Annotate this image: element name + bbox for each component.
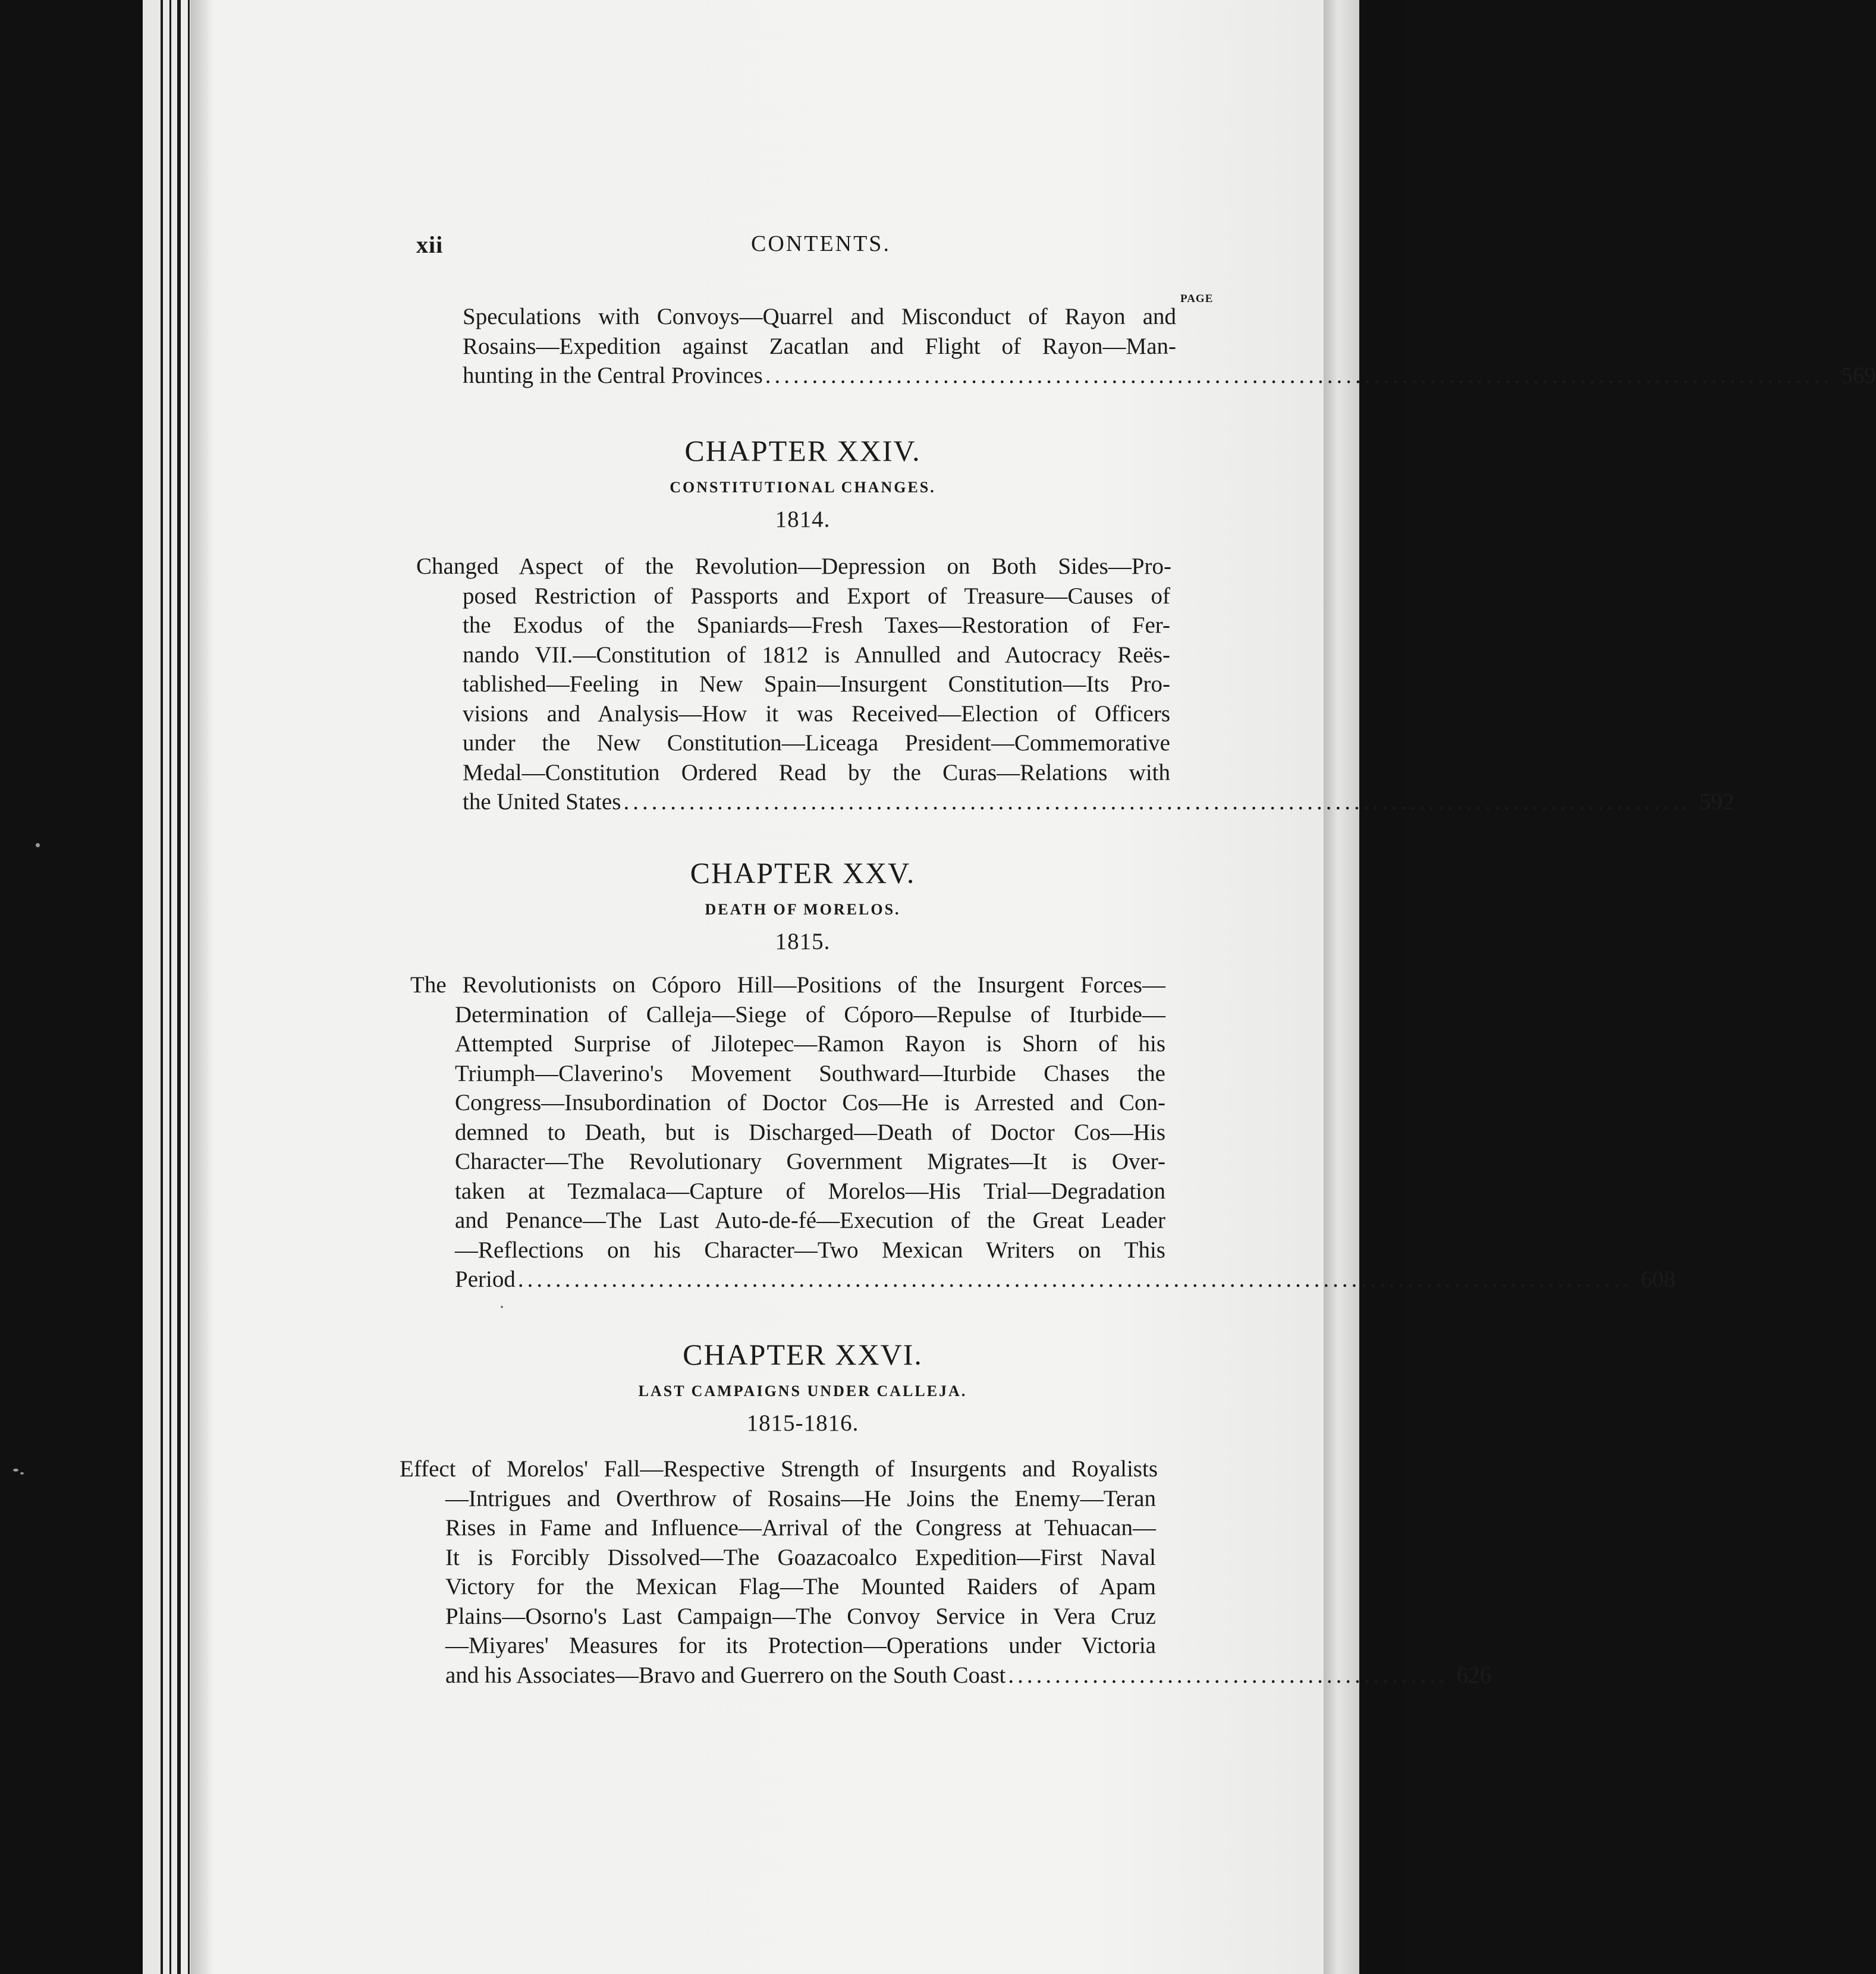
chapter-year: 1815-1816. [746, 1410, 859, 1436]
binding-line [169, 0, 171, 1974]
entry-line: Plains—Osorno's Last Campaign—The Convoy Service in Vera Cruz [445, 1603, 1156, 1629]
page-column-label: PAGE [1180, 293, 1214, 305]
binding-shadow [190, 0, 214, 1974]
chapter-number: CHAPTER XXIV. [684, 434, 921, 467]
page-number: 626 [1456, 1662, 1492, 1688]
chapter-subtitle: LAST CAMPAIGNS UNDER CALLEJA. [638, 1382, 967, 1400]
entry-line: tablished—Feeling in New Spain—Insurgent Constitution—Its Pro- [463, 671, 1170, 697]
entry-line: Speculations with Convoys—Quarrel and Misconduct of Rayon and [463, 304, 1176, 329]
entry-line: —Intrigues and Overthrow of Rosains—He Joins the Enemy—Teran [445, 1485, 1156, 1511]
entry-line: under the New Constitution—Liceaga President—Commemorative [463, 730, 1170, 756]
entry-line: Determination of Calleja—Siege of Cóporo—Repulse of Iturbide— [455, 1001, 1165, 1027]
entry-line: —Miyares' Measures for its Protection—Operations under Victoria [445, 1633, 1156, 1658]
entry-last-line [463, 787, 1734, 817]
binding-line [188, 0, 190, 1974]
page-number: 569 [1841, 363, 1876, 388]
entry-line-text: the United States [463, 789, 621, 815]
entry-line: and Penance—The Last Auto-de-fé—Execution of the Great Leader [455, 1208, 1165, 1233]
entry-line: Effect of Morelos' Fall—Respective Strength of Insurgents and Royalists [400, 1456, 1158, 1482]
scan-speck [36, 843, 40, 847]
entry-line: Triumph—Claverino's Movement Southward—Iturbide Chases the [455, 1060, 1165, 1086]
page-number: 608 [1641, 1266, 1676, 1292]
entry-line-text: Period [455, 1266, 516, 1292]
dot-leader: ....................................................................................................................... [517, 1266, 1633, 1292]
entry-last-line [455, 1265, 1676, 1294]
entry-line: Congress—Insubordination of Doctor Cos—He is Arrested and Con- [455, 1090, 1165, 1115]
contents-entry [400, 1454, 1492, 1690]
page-number: 592 [1699, 789, 1734, 815]
entry-line: It is Forcibly Dissolved—The Goazacoalco Expedition—First Naval [445, 1544, 1156, 1570]
entry-line: Attempted Surprise of Jilotepec—Ramon Rayon is Shorn of his [455, 1031, 1165, 1057]
chapter-heading [416, 1337, 1189, 1439]
entry-line: nando VII.—Constitution of 1812 is Annulled and Autocracy Reës- [463, 642, 1170, 668]
dot-leader: .................................................................................................................. [765, 363, 1833, 388]
chapter-subtitle: DEATH OF MORELOS. [705, 901, 901, 918]
binding-line [161, 0, 163, 1974]
entry-line: Rosains—Expedition against Zacatlan and Flight of Rayon—Man- [463, 333, 1176, 359]
contents-entry [410, 970, 1676, 1294]
entry-line: Medal—Constitution Ordered Read by the Curas—Relations with [463, 759, 1170, 785]
contents-entry [416, 552, 1734, 817]
dot-leader: ............................................... [1008, 1662, 1448, 1688]
entry-line: —Reflections on his Character—Two Mexican Writers on This [455, 1237, 1165, 1263]
chapter-number: CHAPTER XXV. [690, 856, 916, 889]
running-head-title: CONTENTS. [751, 231, 891, 256]
entry-line: Character—The Revolutionary Government Migrates—It is Over- [455, 1149, 1165, 1174]
entry-line: posed Restriction of Passports and Export of Treasure—Causes of [463, 583, 1170, 609]
chapter-number: CHAPTER XXVI. [683, 1338, 923, 1371]
binding-line [177, 0, 181, 1974]
entry-line: the Exodus of the Spaniards—Fresh Taxes—Restoration of Fer- [463, 612, 1170, 638]
entry-line-text: hunting in the Central Provinces [463, 363, 763, 388]
entry-line: Changed Aspect of the Revolution—Depression on Both Sides—Pro- [416, 554, 1171, 579]
running-head [416, 231, 1249, 266]
entry-line: visions and Analysis—How it was Received—Election of Officers [463, 700, 1170, 727]
entry-line: Rises in Fame and Influence—Arrival of the Congress at Tehuacan— [445, 1515, 1156, 1541]
chapter-heading [416, 855, 1189, 957]
chapter-heading [416, 433, 1189, 535]
scan-speck [20, 1472, 24, 1475]
entry-line: taken at Tezmalaca—Capture of Morelos—His Trial—Degradation [455, 1178, 1165, 1204]
scan-speck [501, 1306, 503, 1308]
entry-line: Victory for the Mexican Flag—The Mounted Raiders of Apam [445, 1574, 1156, 1599]
dot-leader: .................................................................................................................. [623, 789, 1691, 815]
page-folio: xii [416, 231, 444, 258]
chapter-year: 1814. [775, 507, 831, 532]
entry-line: demned to Death, but is Discharged—Death of Doctor Cos—His [455, 1119, 1165, 1145]
chapter-year: 1815. [775, 929, 831, 954]
entry-line-text: and his Associates—Bravo and Guerrero on the South Coast [445, 1662, 1006, 1688]
entry-last-line [445, 1661, 1492, 1690]
entry-line: The Revolutionists on Cóporo Hill—Positions of the Insurgent Forces— [410, 972, 1165, 998]
entry-last-line [463, 361, 1876, 391]
chapter-subtitle: CONSTITUTIONAL CHANGES. [670, 479, 936, 496]
scan-speck [13, 1469, 18, 1472]
contents-entry [463, 302, 1876, 391]
